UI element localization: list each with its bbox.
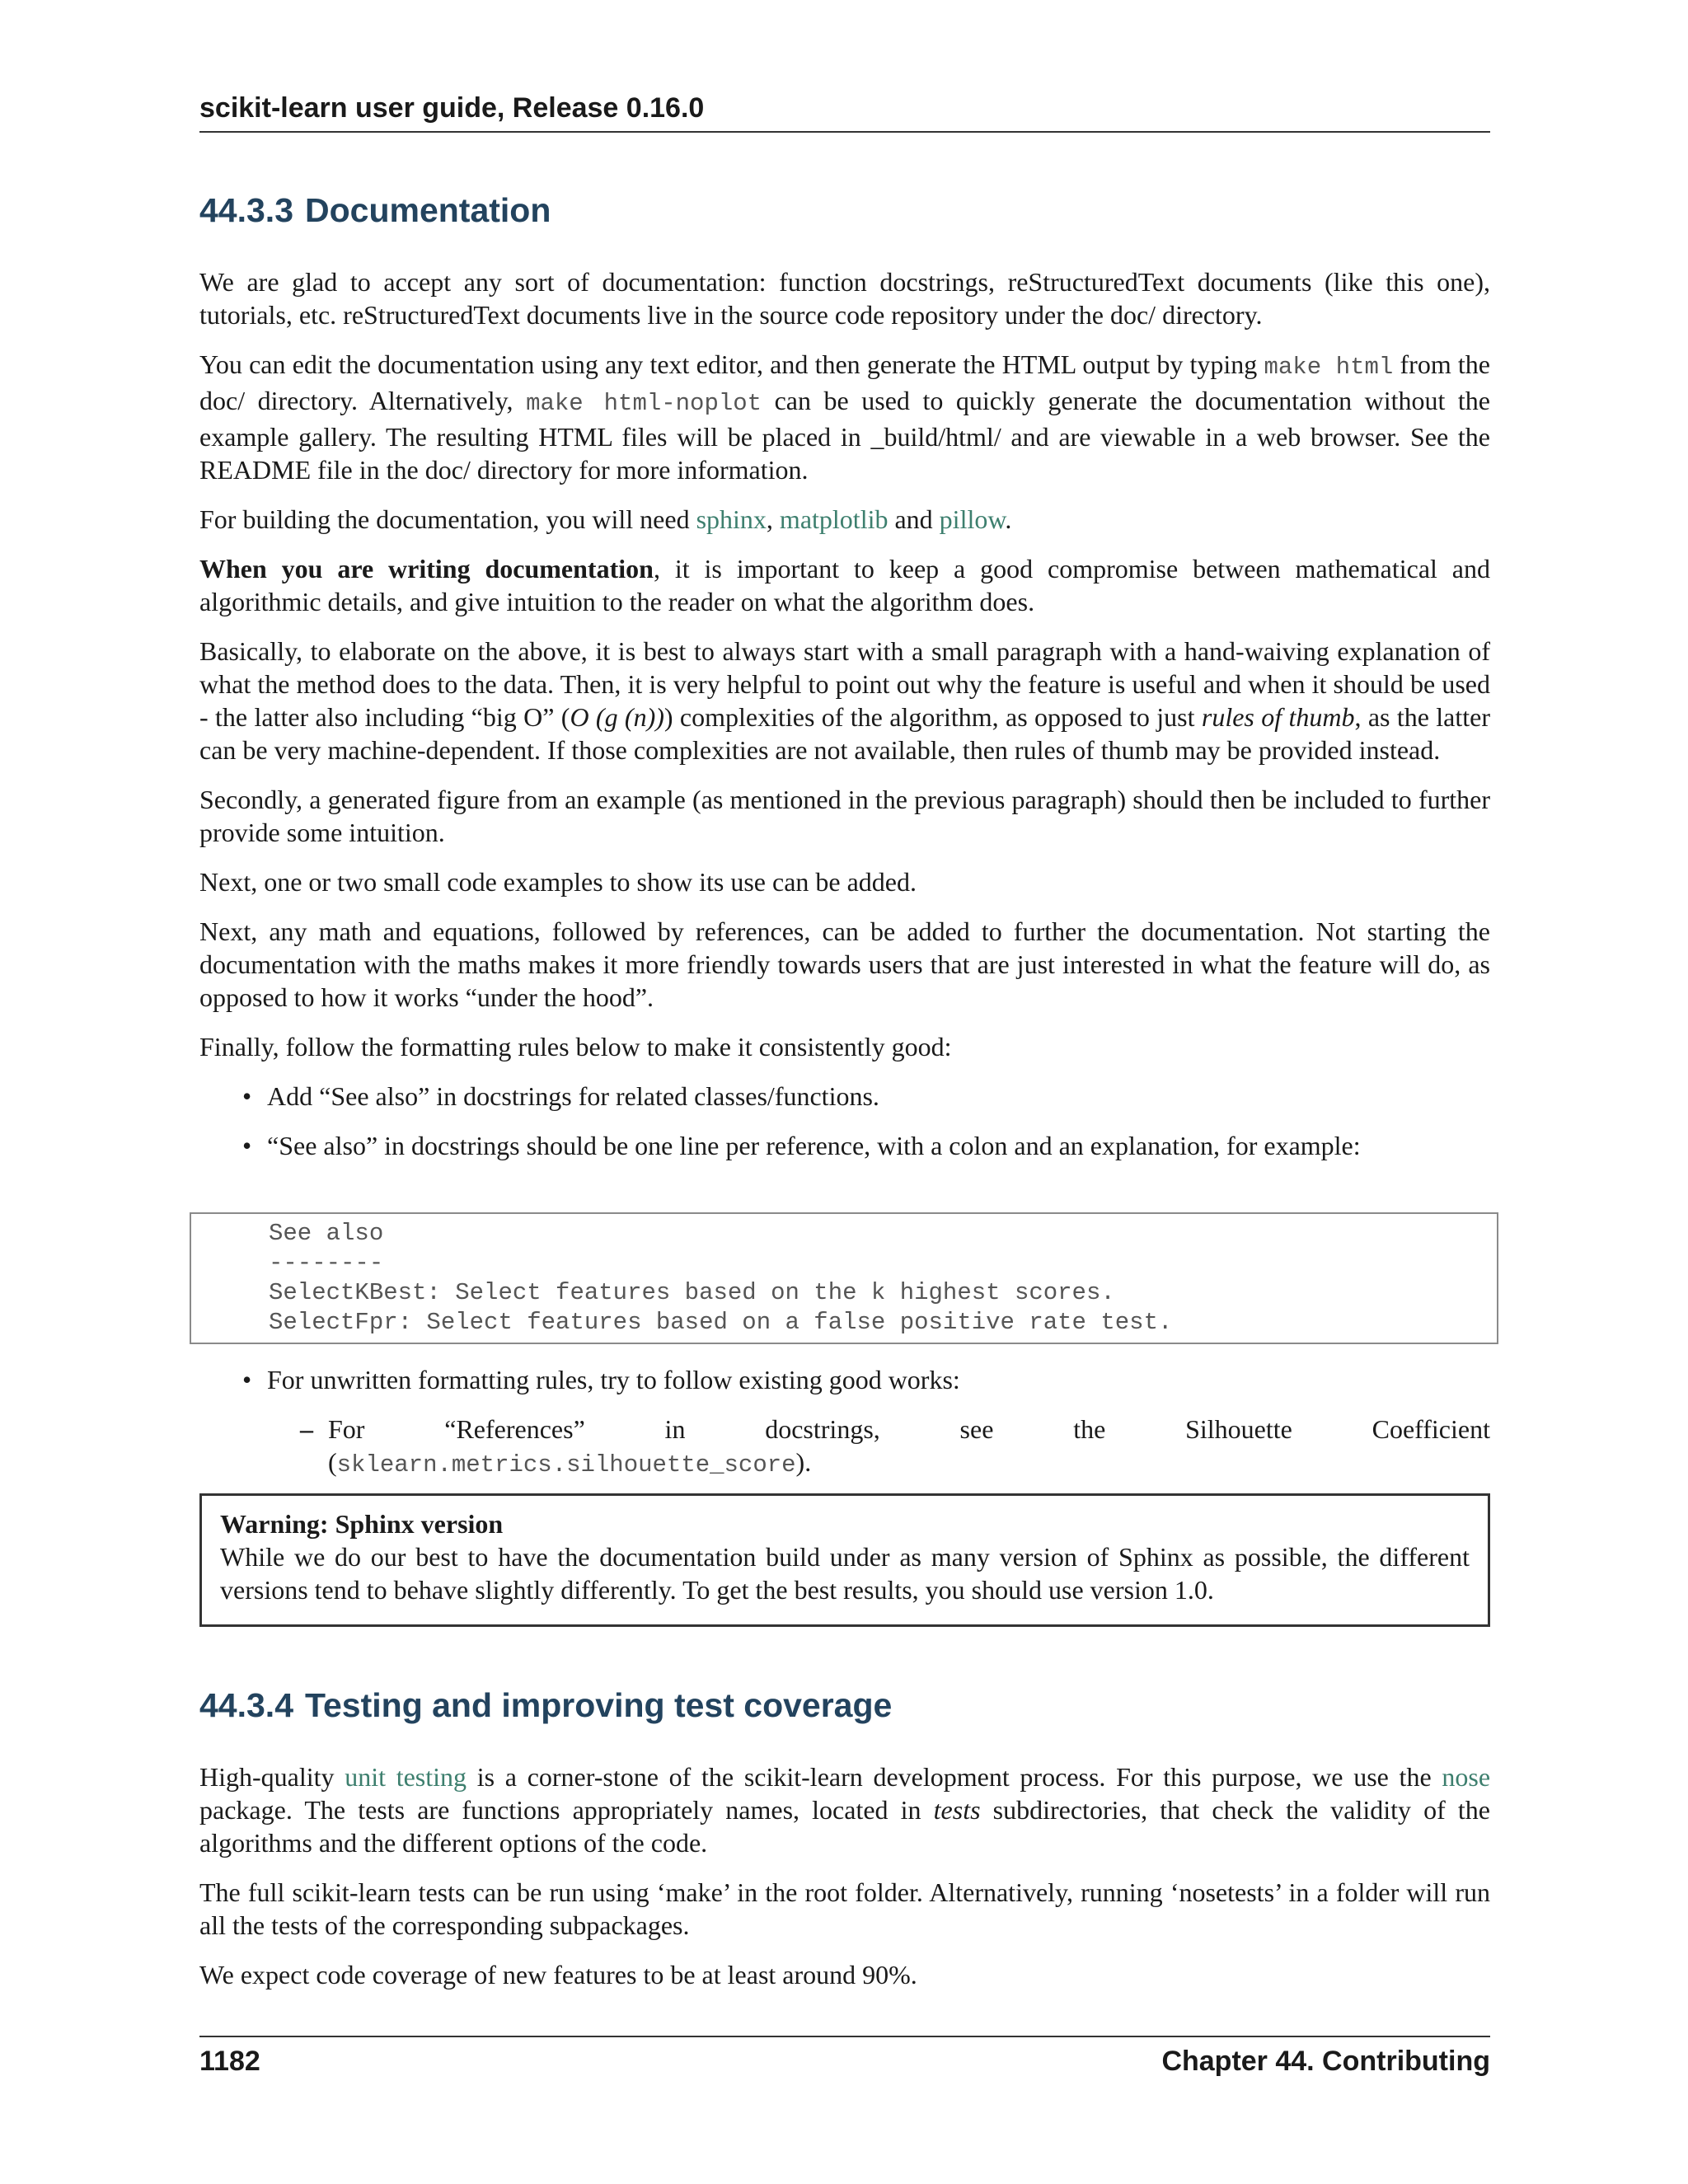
paragraph: We expect code coverage of new features to be at least around 90%. (199, 1960, 917, 1990)
page-footer (199, 2036, 1490, 2078)
paragraph: High-quality unit testing is a corner-stone of the scikit-learn development process. For this purpose, we use the nose package. The tests are functions appropriately names, located in tests subdirectories, that check the validity of the algorithms and the different options of the code. (199, 1762, 1491, 1858)
section-heading-testing (199, 1686, 1490, 1725)
paragraph: Next, any math and equations, followed by references, can be added to further the documentation. Not starting the documentation with the maths makes it more friendly towards users that are just interested in what the feature will do, as opposed to how it works “under the hood”. (199, 916, 1490, 1012)
link-nose[interactable]: nose (1442, 1762, 1491, 1792)
section-number: 44.3.4 (199, 1686, 293, 1724)
paragraph: We are glad to accept any sort of documentation: function docstrings, reStructuredText documents (like this one), tutorials, etc. reStructuredText documents live in the source code repository under the doc/ directory. (199, 267, 1490, 330)
paragraph: For building the documentation, you will need sphinx, matplotlib and pillow. (199, 504, 1012, 534)
documentation-body (199, 265, 1490, 1179)
paragraph: Secondly, a generated figure from an example (as mentioned in the previous paragraph) should then be included to further provide some intuition. (199, 785, 1490, 847)
section-title-text: Testing and improving test coverage (305, 1686, 893, 1724)
formatting-rules-list (199, 1080, 1490, 1162)
paragraph: The full scikit-learn tests can be run using ‘make’ in the root folder. Alternatively, running ‘nosetests’ in a folder will run all the tests of the corresponding subpackages. (199, 1877, 1490, 1940)
link-sphinx[interactable]: sphinx (696, 504, 767, 534)
justified-line: For “References” in docstrings, see the Silhouette Coefficient (328, 1414, 1490, 1444)
inline-code: make html-noplot (526, 390, 762, 417)
inline-code: make html (1264, 354, 1394, 381)
paragraph: Basically, to elaborate on the above, it is best to always start with a small paragraph with a hand-waiving explanation of what the method does to the data. Then, it is very helpful to point out why the feature is useful and when it should be used - the latter also including “big O” (O (g (n))) complexities of the algorithm, as opposed to just rules of thumb, as the latter can be very machine-dependent. If those complexities are not available, then rules of thumb may be provided instead. (199, 636, 1491, 765)
document-page (199, 0, 1490, 2184)
list-item: • Add “See also” in docstrings for related classes/functions. (199, 1080, 1490, 1113)
list-item: • For unwritten formatting rules, try to follow existing good works: (199, 1363, 1490, 1396)
chapter-label: Chapter 44. Contributing (1161, 2046, 1490, 2077)
dash-marker: – (300, 1414, 313, 1444)
section-heading-documentation (199, 191, 1490, 230)
warning-text: While we do our best to have the documentation build under as many version of Sphinx as possible, the different versions tend to behave slightly differently. To get the best results, you should use version 1.0. (220, 1542, 1470, 1605)
running-header: scikit-learn user guide, Release 0.16.0 (199, 92, 1490, 133)
formatting-rules-list (199, 1363, 1490, 1396)
code-line: SelectKBest: Select features based on the k highest scores. (269, 1279, 1115, 1306)
paragraph: Finally, follow the formatting rules below to make it consistently good: (199, 1032, 952, 1062)
code-line: See also (269, 1220, 384, 1247)
page-number: 1182 (199, 2046, 260, 2077)
code-line: -------- (269, 1249, 384, 1277)
warning-admonition (199, 1493, 1490, 1627)
section-number: 44.3.3 (199, 191, 293, 229)
warning-title: Warning: Sphinx version (220, 1509, 504, 1539)
link-unit-testing[interactable]: unit testing (345, 1762, 467, 1792)
list-item: • “See also” in docstrings should be one line per reference, with a colon and an explanation, for example: (199, 1129, 1490, 1162)
code-block (190, 1212, 1498, 1344)
math-expression: O (g (n)) (570, 702, 664, 732)
link-pillow[interactable]: pillow (939, 504, 1006, 534)
paragraph: Next, one or two small code examples to show its use can be added. (199, 867, 917, 897)
formatting-rules-continued (199, 1363, 1490, 1482)
sub-list-item: – For “References” in docstrings, see the Silhouette Coefficient (sklearn.metrics.silhouette_score). (300, 1414, 1490, 1479)
link-matplotlib[interactable]: matplotlib (779, 504, 889, 534)
paragraph: You can edit the documentation using any text editor, and then generate the HTML output by typing make html from the doc/ directory. Alternatively, make html-noplot can be used to quickly generate the documentation without the example gallery. The resulting HTML files will be placed in _build/html/ and are viewable in a web browser. See the README file in the doc/ directory for more information. (199, 349, 1491, 485)
paragraph: When you are writing documentation, it is important to keep a good compromise between mathematical and algorithmic details, and give intuition to the reader on what the algorithm does. (199, 554, 1491, 616)
testing-body (199, 1760, 1490, 2008)
code-line: SelectFpr: Select features based on a false positive rate test. (269, 1309, 1173, 1336)
section-title-text: Documentation (305, 191, 551, 229)
inline-code: sklearn.metrics.silhouette_score (336, 1451, 796, 1479)
